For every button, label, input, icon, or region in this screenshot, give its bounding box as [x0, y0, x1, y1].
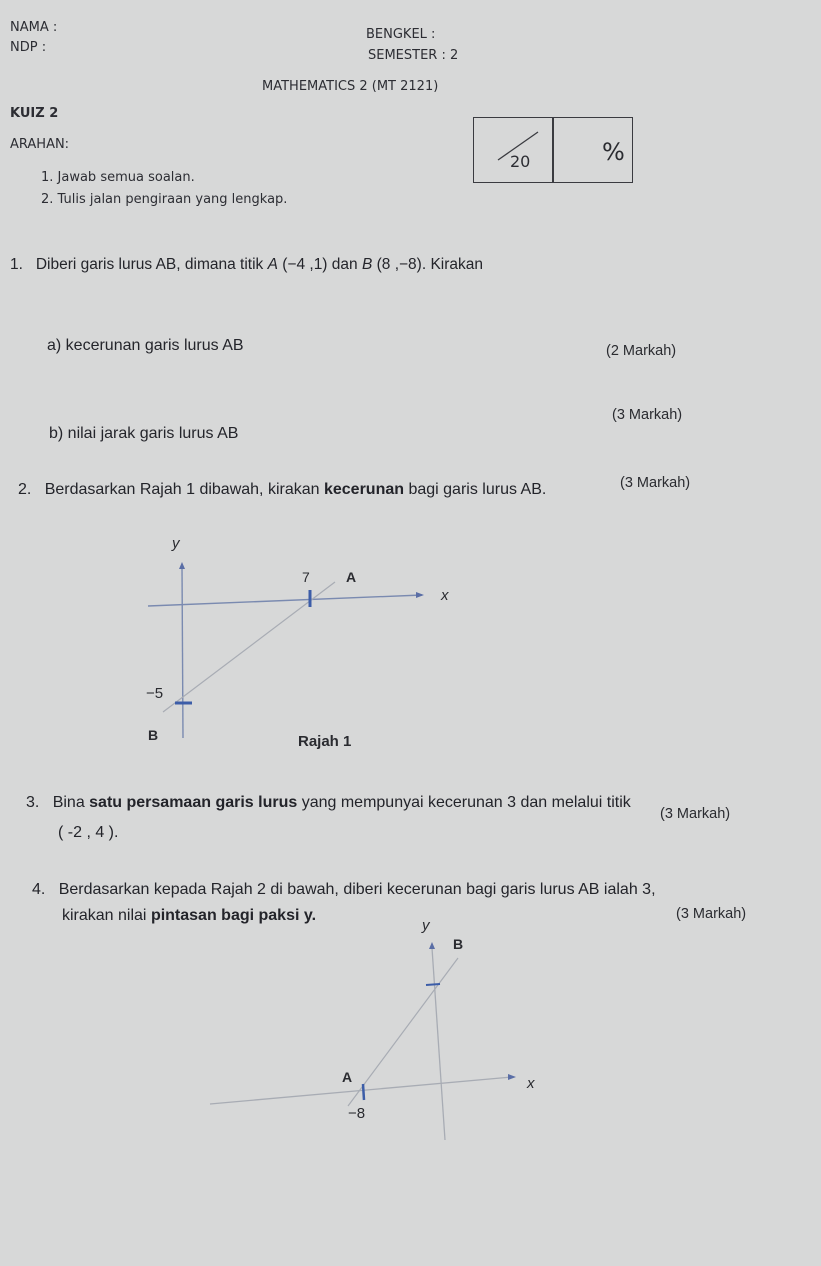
question-1-point-a: A [267, 256, 278, 273]
figure-1-label-a: A [346, 569, 357, 585]
question-2-text-1: Berdasarkan Rajah 1 dibawah, kirakan [44, 481, 324, 498]
question-1-text-a: Diberi garis lurus AB, dimana titik [35, 256, 268, 273]
question-1-point-b: B [361, 256, 373, 273]
question-1-mark-b: (3 Markah) [612, 407, 683, 423]
figure-1-label-b: B [148, 727, 159, 743]
question-2-number: 2. [18, 481, 32, 498]
bengkel-label: BENGKEL : [366, 27, 436, 42]
score-percent: % [602, 138, 625, 166]
quiz-title: KUIZ 2 [10, 106, 59, 121]
figure-2-label-a: A [342, 1069, 353, 1085]
question-1-part-b: b) nilai jarak garis lurus AB [49, 425, 239, 442]
arahan-heading: ARAHAN: [10, 137, 70, 152]
question-4-text-2: kirakan nilai [62, 907, 151, 924]
question-4-mark: (3 Markah) [676, 906, 747, 922]
figure-2-tick-a [363, 1084, 364, 1100]
figure-2-x-axis [210, 1077, 512, 1104]
question-2-mark: (3 Markah) [620, 475, 691, 491]
question-4-number: 4. [32, 881, 46, 898]
question-2-text-2: bagi garis lurus AB. [404, 481, 547, 498]
score-total: 20 [510, 152, 531, 171]
nama-label: NAMA : [10, 20, 58, 35]
figure-2-y-arrow [429, 942, 435, 949]
question-1-number: 1. [10, 256, 23, 273]
question-3-number: 3. [26, 794, 40, 811]
course-title: MATHEMATICS 2 (MT 2121) [262, 79, 439, 94]
figure-1-label-y: y [172, 535, 180, 552]
figure-2-x-arrow [508, 1074, 516, 1080]
figure-2-label-neg8: −8 [348, 1105, 366, 1122]
instruction-2: 2. Tulis jalan pengiraan yang lengkap. [41, 192, 288, 207]
question-3-point: ( -2 , 4 ). [58, 824, 119, 841]
question-4-text-1: Berdasarkan kepada Rajah 2 di bawah, diberi kecerunan bagi garis lurus AB ialah 3, [58, 881, 656, 898]
figure-2-y-axis [432, 948, 445, 1140]
question-1-part-a: a) kecerunan garis lurus AB [47, 337, 244, 354]
figure-2-label-y: y [422, 917, 430, 934]
question-3-mark: (3 Markah) [660, 806, 731, 822]
figure-2-label-b: B [453, 936, 464, 952]
semester-label: SEMESTER : 2 [368, 48, 459, 63]
question-3-text-bold: satu persamaan garis lurus [89, 794, 298, 811]
question-2-text-bold: kecerunan [323, 481, 405, 498]
figure-1-label-7: 7 [302, 569, 310, 585]
figure-2-tick-b [426, 984, 440, 985]
figure-1-label-neg5: −5 [146, 685, 164, 702]
figure-2-label-x: x [527, 1075, 535, 1092]
question-1-coord-b: (8 ,−8). Kirakan [372, 256, 483, 273]
figure-1-caption: Rajah 1 [298, 733, 352, 750]
ndp-label: NDP : [10, 40, 47, 55]
question-1-mark-a: (2 Markah) [606, 343, 677, 359]
figure-1-label-x: x [441, 587, 449, 604]
instruction-1: 1. Jawab semua soalan. [41, 170, 195, 185]
question-1-coord-a: (−4 ,1) dan [277, 256, 362, 273]
question-3-text-1: Bina [52, 794, 90, 811]
question-4-text-bold: pintasan bagi paksi y. [150, 907, 317, 924]
question-3-text-2: yang mempunyai kecerunan 3 dan melalui titik [297, 794, 631, 811]
